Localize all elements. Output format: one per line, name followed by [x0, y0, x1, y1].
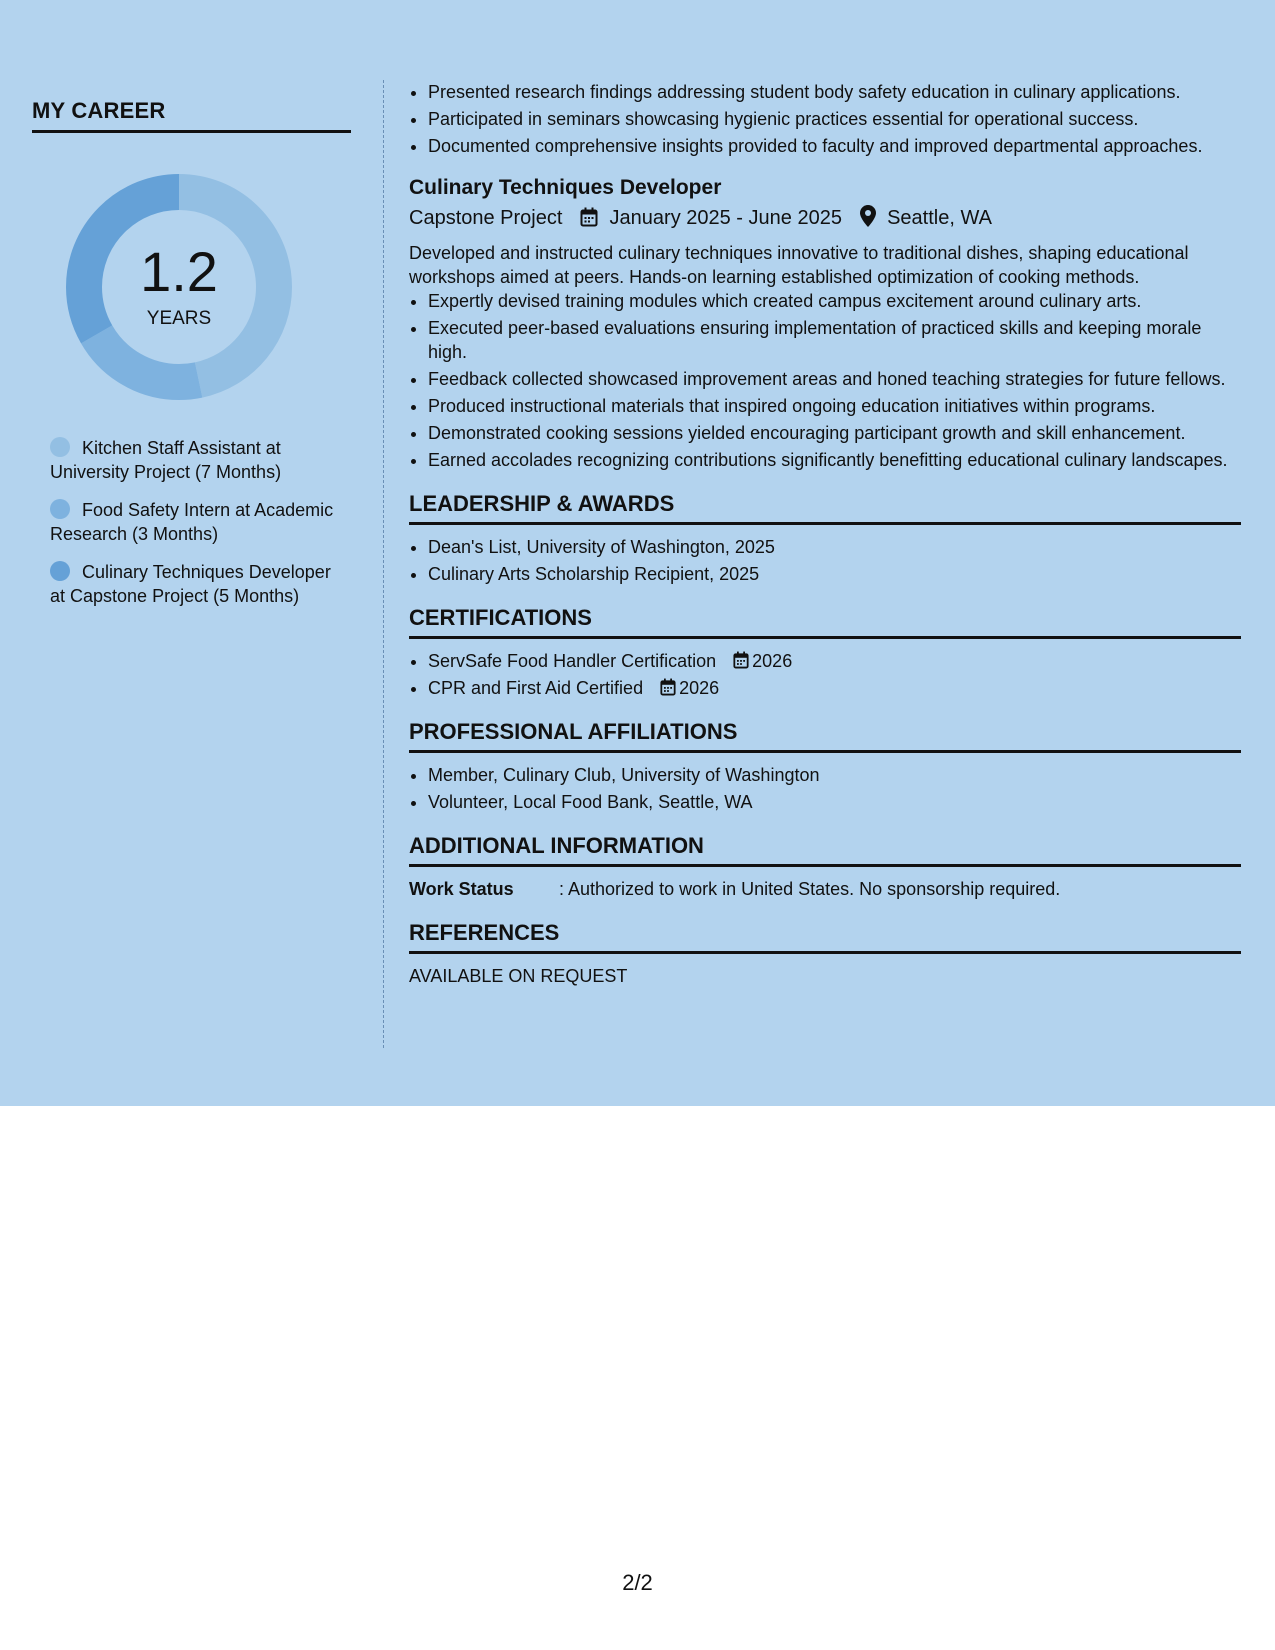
list-item: • Earned accolades recognizing contributions significantly benefitting educational culinary landscapes. [428, 448, 1241, 472]
cert-name: ServSafe Food Handler Certification [428, 651, 717, 671]
affiliations-list [409, 763, 1241, 814]
legend-item [50, 436, 340, 484]
prev-job-bullets [409, 80, 1241, 158]
cert-date [660, 676, 719, 700]
references-heading: REFERENCES [409, 919, 1241, 954]
page-number: 2/2 [622, 1570, 653, 1595]
list-item [428, 649, 1241, 673]
career-sidebar [32, 98, 351, 606]
list-item: • Culinary Arts Scholarship Recipient, 2025 [428, 562, 1241, 586]
list-item: • Demonstrated cooking sessions yielded encouraging participant growth and skill enhancement. [428, 421, 1241, 445]
location-pin-icon [860, 205, 876, 235]
calendar-icon [660, 678, 676, 696]
list-item: • Produced instructional materials that inspired ongoing education initiatives within programs. [428, 394, 1241, 418]
list-item: • Expertly devised training modules which created campus excitement around culinary arts. [428, 289, 1241, 313]
calendar-icon [580, 207, 598, 235]
affiliations-heading: PROFESSIONAL AFFILIATIONS [409, 718, 1241, 753]
career-total-unit: YEARS [146, 308, 212, 329]
job-description: Developed and instructed culinary techniques innovative to traditional dishes, shaping educational workshops aimed at peers. Hands-on learning established optimization of cooking methods. [409, 243, 1189, 287]
job-location: Seattle, WA [887, 207, 992, 229]
cert-year: 2026 [679, 678, 720, 698]
legend-label: Culinary Techniques Developer at Capstone Project (5 Months) [50, 562, 331, 606]
job-title: Culinary Techniques Developer [409, 176, 722, 199]
legend-dot [50, 499, 70, 519]
work-status-value: : Authorized to work in United States. No sponsorship required. [559, 879, 1061, 899]
list-item: • Executed peer-based evaluations ensuring implementation of practiced skills and keeping morale high. [428, 316, 1241, 364]
job-dates: January 2025 - June 2025 [609, 207, 842, 229]
list-item: • Documented comprehensive insights provided to faculty and improved departmental approaches. [428, 134, 1241, 158]
cert-name: CPR and First Aid Certified [428, 678, 644, 698]
list-item: • Participated in seminars showcasing hygienic practices essential for operational success. [428, 107, 1241, 131]
list-item: • Member, Culinary Club, University of Washington [428, 763, 1241, 787]
legend-label: Food Safety Intern at Academic Research (3 Months) [50, 500, 334, 544]
job-bullets [409, 289, 1241, 472]
job-meta [409, 204, 1241, 235]
legend-dot [50, 561, 70, 581]
list-item [428, 676, 1241, 700]
certifications-list [409, 649, 1241, 700]
legend-item [50, 560, 340, 608]
awards-list [409, 535, 1241, 586]
cert-year: 2026 [752, 651, 793, 671]
list-item: • Volunteer, Local Food Bank, Seattle, WA [428, 790, 1241, 814]
legend-label: Kitchen Staff Assistant at University Project (7 Months) [50, 438, 282, 482]
list-item: • Feedback collected showcased improvement areas and honed teaching strategies for future fellows. [428, 367, 1241, 391]
career-total-years: 1.2 [140, 240, 218, 303]
career-heading: MY CAREER [32, 98, 351, 133]
cert-date [733, 649, 792, 673]
work-status-label: Work Status [409, 879, 514, 899]
certifications-heading: CERTIFICATIONS [409, 604, 1241, 639]
legend-item [50, 498, 340, 546]
list-item: • Dean's List, University of Washington, 2025 [428, 535, 1241, 559]
calendar-icon [733, 651, 749, 669]
list-item: • Presented research findings addressing student body safety education in culinary applications. [428, 80, 1241, 104]
references-text: AVAILABLE ON REQUEST [409, 966, 628, 986]
column-divider [383, 80, 384, 1048]
job-org: Capstone Project [409, 207, 563, 229]
additional-info-heading: ADDITIONAL INFORMATION [409, 832, 1241, 867]
awards-heading: LEADERSHIP & AWARDS [409, 490, 1241, 525]
legend-dot [50, 437, 70, 457]
career-legend [50, 436, 340, 622]
work-status-row [409, 877, 1241, 901]
main-column [409, 80, 1241, 988]
career-donut-chart [66, 174, 292, 400]
